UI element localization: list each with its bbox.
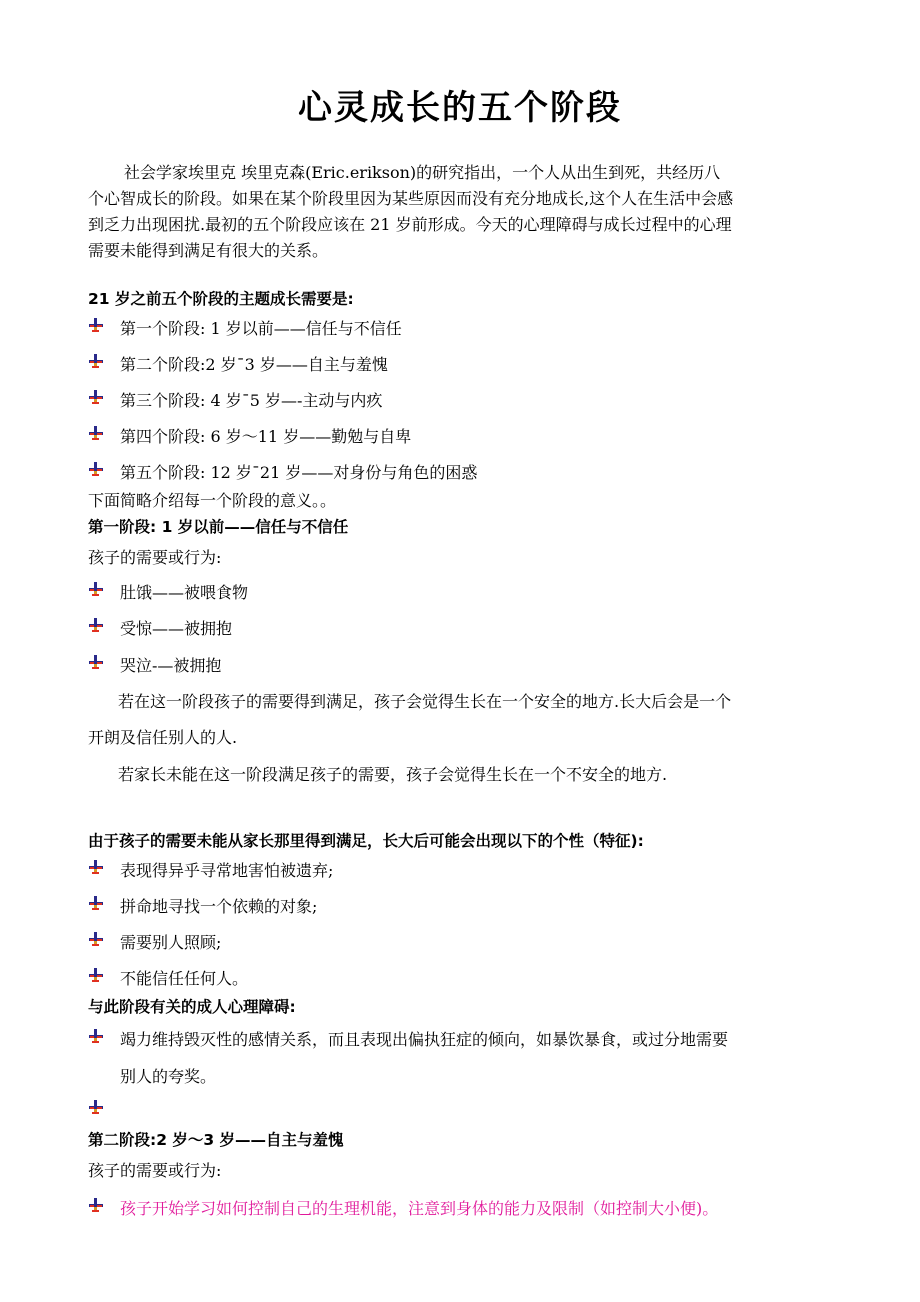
stage-list-label: 第二个阶段:2 岁¯3 岁——自主与羞愧 [120,355,388,374]
stage1-unsatisfied-line: 若家长未能在这一阶段满足孩子的需要，孩子会觉得生长在一个不安全的地方. [118,765,668,784]
trait-list-label: 不能信任任何人。 [120,969,249,988]
bullet-cross-icon [88,389,104,405]
bullet-cross-icon [88,654,104,670]
bullet-cross-icon [88,931,104,947]
traits-heading: 由于孩子的需要未能从家长那里得到满足，长大后可能会出现以下的个性（特征): [88,832,644,850]
bullet-cross-icon [88,461,104,477]
trait-list-label: 拼命地寻找一个依赖的对象; [120,897,318,916]
stage-list-label: 第一个阶段: 1 岁以前——信任与不信任 [120,319,402,338]
stages-heading: 21 岁之前五个阶段的主题成长需要是: [88,290,354,308]
bullet-cross-icon [88,1197,104,1213]
disorder-list-label: 竭力维持毁灭性的感情关系，而且表现出偏执狂症的倾向，如暴饮暴食，或过分地需要 [120,1030,729,1049]
bullet-cross-icon [88,353,104,369]
page-title: 心灵成长的五个阶段 [298,88,622,128]
bullet-cross-icon [88,617,104,633]
bullet-cross-icon [88,581,104,597]
intro-paragraph [88,160,833,264]
stage1-heading: 第一阶段: 1 岁以前——信任与不信任 [88,518,349,536]
stage1-needs-label: 孩子的需要或行为: [88,548,222,567]
overview-note: 下面简略介绍每一个阶段的意义。。 [88,491,337,510]
intro-line: 需要未能得到满足有很大的关系。 [88,241,329,260]
intro-line: 到乏力出现困扰.最初的五个阶段应该在 21 岁前形成。今天的心理障碍与成长过程中的心理 [88,215,732,234]
intro-line: 个心智成长的阶段。如果在某个阶段里因为某些原因而没有充分地成长,这个人在生活中会感 [88,189,734,208]
bullet-cross-icon [88,895,104,911]
stage2-heading: 第二阶段:2 岁～3 岁——自主与羞愧 [88,1131,344,1149]
stage-list-label: 第五个阶段: 12 岁¯21 岁——对身份与角色的困惑 [120,463,478,482]
bullet-cross-icon [88,317,104,333]
bullet-cross-icon [88,967,104,983]
stage1-satisfied-line: 开朗及信任别人的人. [88,728,238,747]
intro-line: 社会学家埃里克 埃里克森(Eric.erikson)的研究指出，一个人从出生到死，共经历八 [124,163,721,182]
disorders-heading: 与此阶段有关的成人心理障碍: [88,998,296,1016]
bullet-cross-icon [88,1028,104,1044]
need-list-label: 肚饿——被喂食物 [120,583,249,602]
disorder-list-continuation: 别人的夸奖。 [120,1067,217,1086]
need-list-label: 哭泣-—被拥抱 [120,656,222,675]
bullet-cross-icon [88,1099,104,1115]
stage1-satisfied-line: 若在这一阶段孩子的需要得到满足，孩子会觉得生长在一个安全的地方.长大后会是一个 [118,692,732,711]
stage2-needs-label: 孩子的需要或行为: [88,1161,222,1180]
stage2-need-label: 孩子开始学习如何控制自己的生理机能，注意到身体的能力及限制（如控制大小便)。 [120,1199,719,1218]
trait-list-label: 需要别人照顾; [120,933,222,952]
bullet-cross-icon [88,425,104,441]
need-list-label: 受惊——被拥抱 [120,619,233,638]
bullet-cross-icon [88,859,104,875]
trait-list-label: 表现得异乎寻常地害怕被遗弃; [120,861,334,880]
stage-list-label: 第四个阶段: 6 岁～11 岁——勤勉与自卑 [120,427,412,446]
stage-list-label: 第三个阶段: 4 岁¯5 岁—-主动与内疚 [120,391,383,410]
